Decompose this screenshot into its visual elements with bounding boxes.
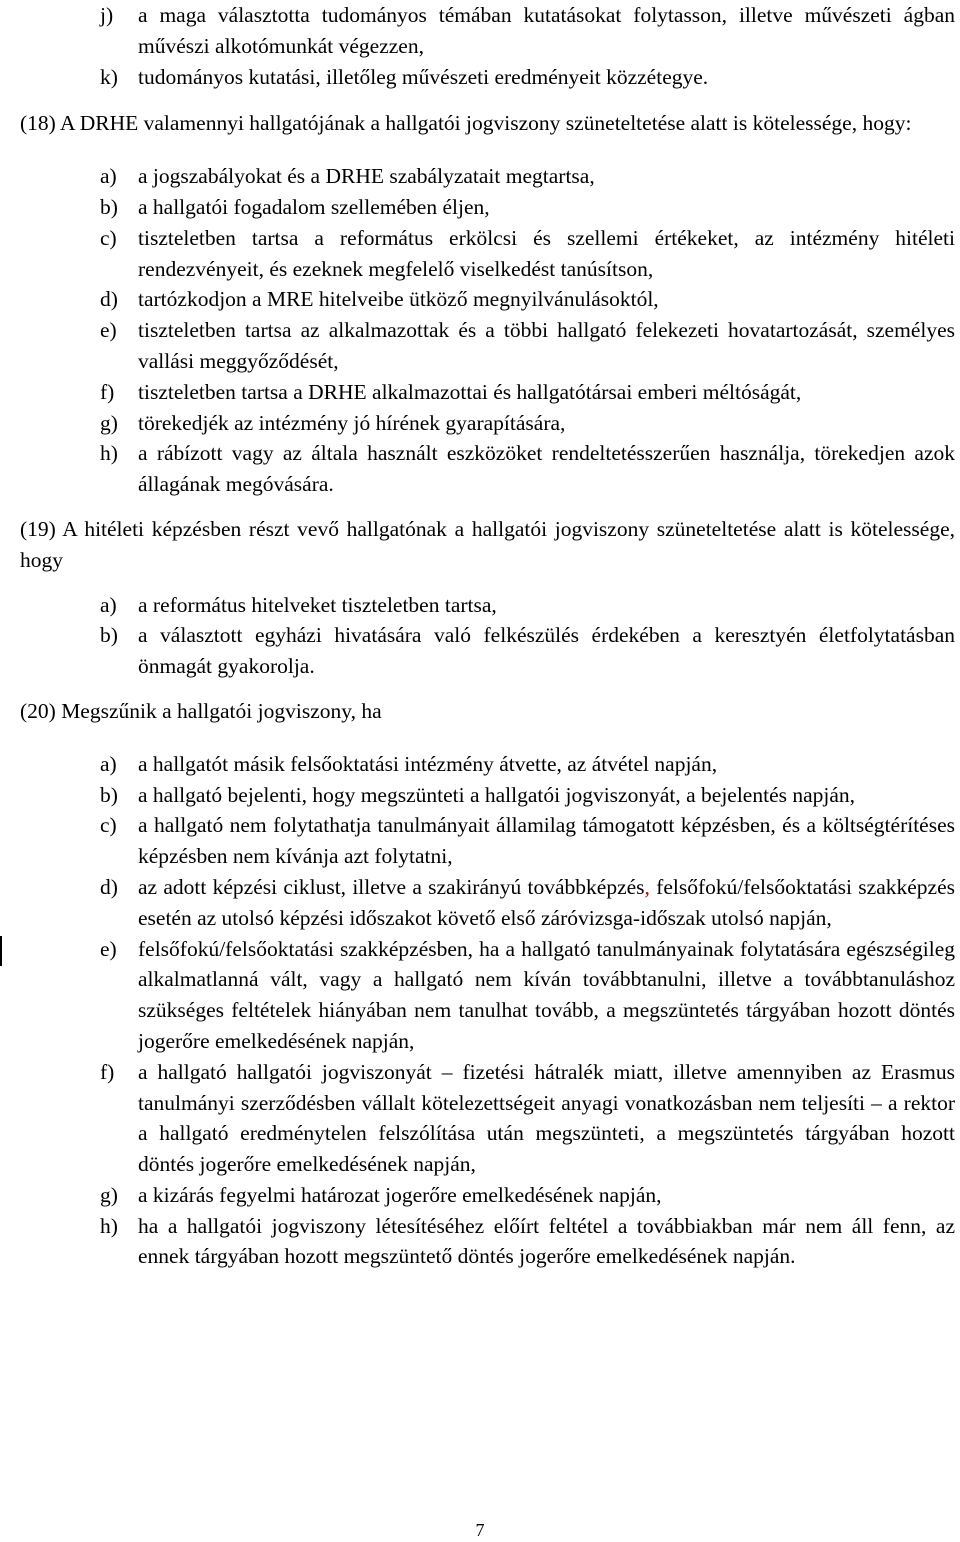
item-text: törekedjék az intézmény jó hírének gyarapítására, [138, 410, 566, 435]
item-text: a hallgató nem folytathatja tanulmányait államilag támogatott képzésben, és a költségtérítéses képzésben nem kívánja azt folytatni, [138, 813, 955, 869]
item-text: a kizárás fegyelmi határozat jogerőre emelkedésének napján, [138, 1182, 662, 1207]
list-item [20, 438, 955, 500]
item-text: a hallgatót másik felsőoktatási intézmény átvette, az átvétel napján, [138, 751, 718, 776]
item-text: tartózkodjon a MRE hitelveibe ütköző megnyilvánulásoktól, [138, 287, 659, 312]
page-number: 7 [475, 1520, 485, 1540]
item-label: k) [100, 64, 118, 89]
item-text: a hallgató hallgatói jogviszonyát – fizetési hátralék miatt, illetve amennyiben az Erasmus tanulmányi szerződésben vállalt kötelezettségeit anyagi vonatkozásban nem teljesíti – a rektor a hallgató eredménytelen felszólítása után megszünteti, a megszüntetés tárgyában hozott döntés jogerőre emelkedésének napján, [138, 1059, 955, 1177]
item-label: f) [100, 1059, 115, 1084]
list-item [20, 161, 955, 192]
item-label: c) [100, 813, 117, 838]
item-label: e) [100, 318, 117, 343]
revision-mark: , [644, 874, 650, 899]
item-text: a jogszabályokat és a DRHE szabályzatait megtartsa, [138, 164, 595, 189]
list-item [20, 780, 955, 811]
list-item [20, 810, 955, 872]
item-text: felsőfokú/felsőoktatási szakképzésben, ha a hallgató tanulmányainak folytatására egészségileg alkalmatlanná vált, vagy a hallgató nem kíván továbbtanulni, illetve a továbbtanuláshoz szükséges feltételek hiányában nem tanulhat tovább, a megszüntetés tárgyában hozott döntés jogerőre emelkedésének napján, [138, 936, 955, 1053]
item-text: a maga választotta tudományos témában kutatásokat folytasson, illetve művészeti ágban művészi alkotómunkát végezzen, [138, 3, 955, 58]
item-text: tudományos kutatási, illetőleg művészeti eredményeit közzétegye. [138, 64, 709, 89]
list-item [20, 192, 955, 223]
item-text: a rábízott vagy az általa használt eszközöket rendeltetésszerűen használja, törekedjen azok állagának megóvására. [138, 441, 955, 497]
paragraph-19-intro: (19) A hitéleti képzésben részt vevő hallgatónak a hallgatói jogviszony szüneteltetése alatt is kötelessége, hogy [20, 516, 955, 572]
list-item [20, 749, 955, 780]
item-label: e) [100, 936, 117, 961]
item-label: a) [100, 164, 117, 189]
item-label: j) [100, 3, 114, 27]
list-item [20, 377, 955, 408]
item-label: f) [100, 379, 115, 404]
item-text: a választott egyházi hivatására való felkészülés érdekében a keresztyén életfolytatásban önmagát gyakorolja. [138, 623, 955, 679]
list-item [20, 1211, 955, 1273]
item-text: tiszteletben tartsa az alkalmazottak és a többi hallgató felekezeti hovatartozását, személyes vallási meggyőződését, [138, 318, 955, 373]
paragraph-18-intro: (18) A DRHE valamennyi hallgatójának a hallgatói jogviszony szüneteltetése alatt is kötelessége, hogy: [20, 111, 912, 136]
list-item [20, 62, 955, 93]
item-text: a református hitelveket tiszteletben tartsa, [138, 592, 497, 617]
item-text: a hallgató bejelenti, hogy megszünteti a hallgatói jogviszonyát, a bejelentés napján, [138, 782, 856, 807]
paragraph-20-intro: (20) Megszűnik a hallgatói jogviszony, ha [20, 698, 382, 723]
item-label: d) [100, 287, 118, 312]
item-label: a) [100, 592, 117, 617]
item-label: g) [100, 410, 118, 435]
document-page [20, 0, 955, 1272]
item-label: d) [100, 874, 118, 899]
item-label: g) [100, 1182, 118, 1207]
item-text: ha a hallgatói jogviszony létesítéséhez előírt feltétel a továbbiakban már nem áll fenn, az ennek tárgyában hozott megszüntető döntés jogerőre emelkedésének napján. [138, 1213, 955, 1269]
item-text: felsőfokú/felsőoktatási szakképzés esetén az utolsó képzési időszakot követő első záróvizsga-időszak utolsó napján, [138, 874, 955, 930]
list-item [20, 1180, 955, 1211]
item-label: b) [100, 623, 118, 648]
list-item [20, 223, 955, 285]
item-label: h) [100, 1213, 118, 1238]
item-label: h) [100, 441, 118, 466]
item-label: c) [100, 225, 117, 250]
list-item [20, 620, 955, 682]
list-item [20, 1057, 955, 1180]
item-text: tiszteletben tartsa a DRHE alkalmazottai és hallgatótársai emberi méltóságát, [138, 379, 802, 404]
change-bar [0, 936, 2, 966]
list-item [20, 408, 955, 439]
item-label: b) [100, 194, 118, 219]
item-text: az adott képzési ciklust, illetve a szakirányú továbbképzés [138, 874, 645, 899]
list-item [20, 284, 955, 315]
item-text: tiszteletben tartsa a református erkölcsi és szellemi értékeket, az intézmény hitéleti rendezvényeit, és ezeknek megfelelő viselkedést tanúsítson, [138, 225, 955, 281]
item-label: b) [100, 782, 118, 807]
list-item [20, 590, 955, 621]
list-item [20, 872, 955, 934]
list-item [20, 315, 955, 377]
item-label: a) [100, 751, 117, 776]
list-item [20, 934, 955, 1057]
list-item [20, 0, 955, 62]
item-text: a hallgatói fogadalom szellemében éljen, [138, 194, 490, 219]
